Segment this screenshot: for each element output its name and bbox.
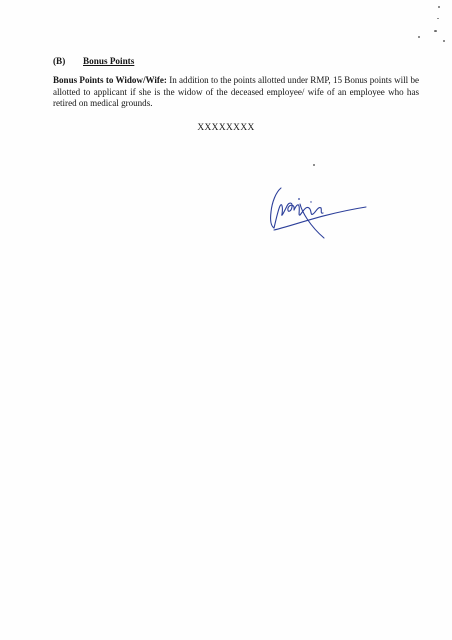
handwritten-signature	[262, 182, 374, 244]
end-separator: XXXXXXXX	[197, 123, 255, 133]
bonus-points-paragraph	[53, 75, 419, 110]
scan-speck	[437, 18, 439, 19]
scan-speck	[418, 36, 420, 38]
scan-speck	[438, 6, 440, 8]
scan-speck	[443, 40, 445, 42]
paragraph-body: In addition to the points allotted under RMP, 15 Bonus points will be allotted to applicant if she is the widow of the deceased employee/ wife of an employee who has retired on medical grounds.	[53, 75, 419, 109]
section-heading	[53, 55, 134, 67]
scan-speck	[434, 30, 437, 32]
paragraph-lead: Bonus Points to Widow/Wife:	[53, 75, 167, 85]
scan-speck	[313, 164, 315, 166]
section-title: Bonus Points	[83, 56, 135, 66]
section-number: (B)	[53, 56, 66, 66]
